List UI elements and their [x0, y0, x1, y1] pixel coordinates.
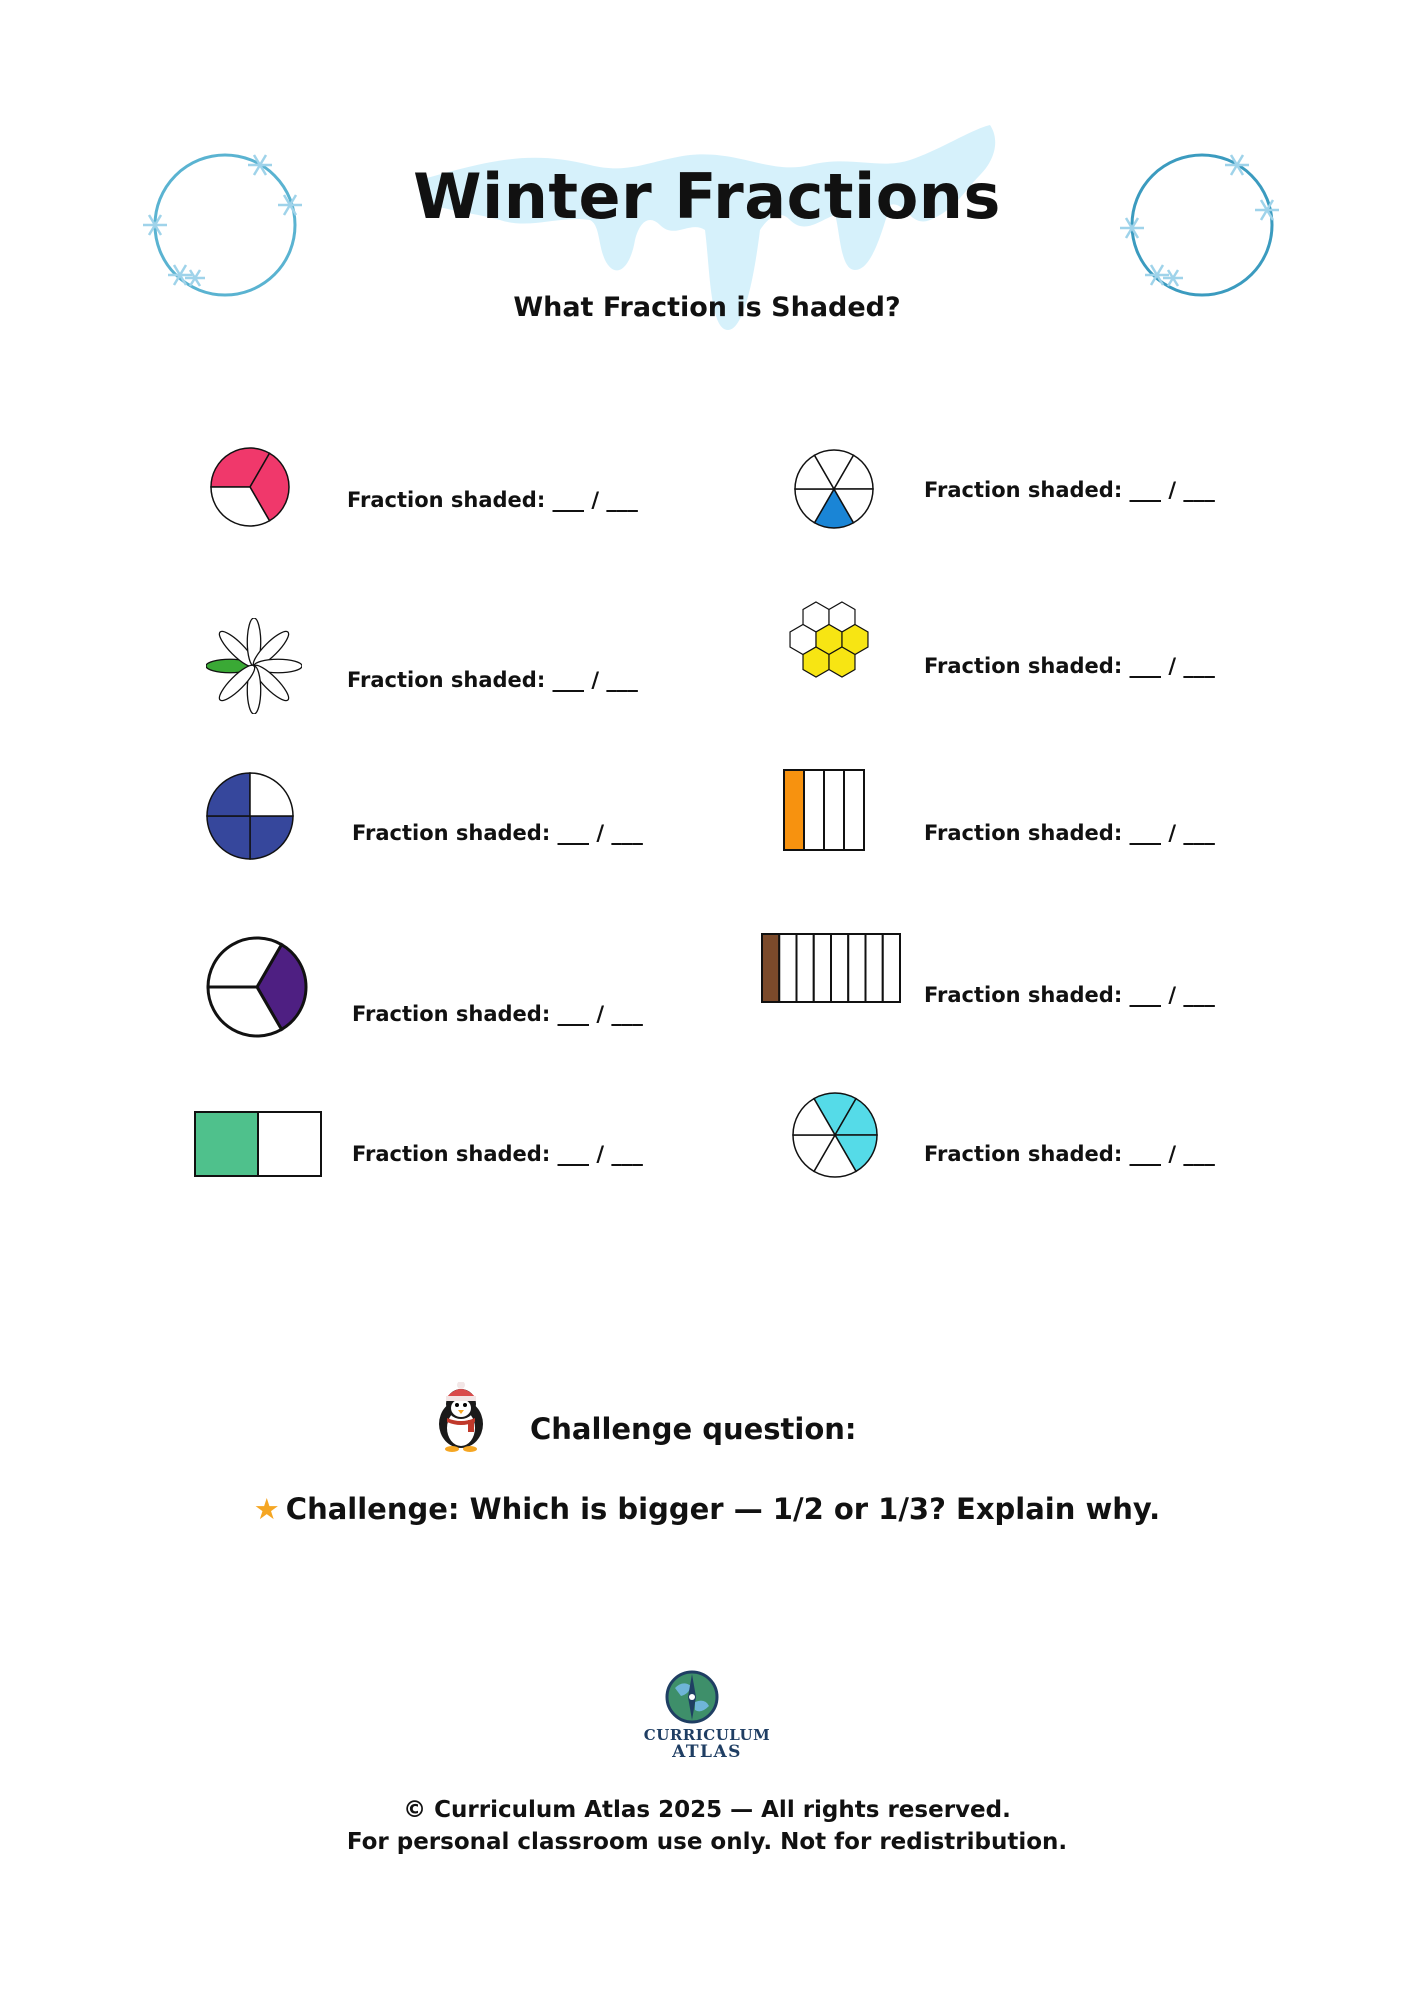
fraction-figure-flower [206, 618, 302, 714]
shaded-part [762, 934, 779, 1002]
shaded-part [784, 770, 804, 850]
fraction-figure-circle [204, 770, 296, 862]
unshaded-part [866, 934, 883, 1002]
fraction-figure-circle [208, 445, 292, 529]
logo-wordmark [0, 1728, 1414, 1762]
fraction-answer-label: Fraction shaded: ___ / ___ [924, 478, 1215, 502]
star-icon: ★ [253, 1492, 280, 1526]
fraction-answer-label: Fraction shaded: ___ / ___ [924, 821, 1215, 845]
shaded-sector [207, 773, 250, 816]
fraction-figure-circle [790, 1090, 880, 1180]
unshaded-part [848, 934, 865, 1002]
footer-notice: For personal classroom use only. Not for redistribution. [346, 1829, 1068, 1855]
fraction-answer-label: Fraction shaded: ___ / ___ [352, 1142, 643, 1166]
unshaded-part [779, 934, 796, 1002]
shaded-part [195, 1112, 258, 1176]
logo-line-1: CURRICULUM [643, 1726, 771, 1744]
unshaded-part [831, 934, 848, 1002]
unshaded-part [814, 934, 831, 1002]
unshaded-part [824, 770, 844, 850]
unshaded-part [258, 1112, 321, 1176]
fraction-answer-label: Fraction shaded: ___ / ___ [924, 1142, 1215, 1166]
fraction-figure-bar [760, 932, 902, 1004]
unshaded-part [804, 770, 824, 850]
fraction-figure-bar [193, 1110, 323, 1178]
fraction-answer-label: Fraction shaded: ___ / ___ [347, 668, 638, 692]
fraction-answer-label: Fraction shaded: ___ / ___ [352, 1002, 643, 1026]
fraction-answer-label: Fraction shaded: ___ / ___ [352, 821, 643, 845]
unshaded-part [797, 934, 814, 1002]
challenge-question-text: Challenge: Which is bigger — 1/2 or 1/3? Explain why. [285, 1492, 1161, 1526]
logo-line-2: ATLAS [672, 1741, 742, 1762]
fraction-figure-bar [782, 768, 866, 852]
fraction-answer-label: Fraction shaded: ___ / ___ [924, 654, 1215, 678]
shaded-sector [207, 816, 250, 859]
challenge-heading: Challenge question: [530, 1412, 857, 1446]
footer-copyright: © Curriculum Atlas 2025 — All rights reserved. [403, 1797, 1011, 1823]
unshaded-part [883, 934, 900, 1002]
fraction-figure-circle [205, 935, 309, 1039]
unshaded-sector [250, 773, 293, 816]
unshaded-part [844, 770, 864, 850]
fraction-figure-circle [792, 447, 876, 531]
page-title: Winter Fractions [413, 160, 1001, 233]
compass-globe-logo [665, 1670, 719, 1724]
fraction-answer-label: Fraction shaded: ___ / ___ [924, 983, 1215, 1007]
shaded-sector [250, 816, 293, 859]
fraction-answer-label: Fraction shaded: ___ / ___ [347, 488, 638, 512]
challenge-question [0, 1492, 1414, 1526]
penguin-icon [428, 1382, 494, 1452]
fraction-figure-hexagons [782, 600, 876, 696]
page-subtitle: What Fraction is Shaded? [513, 292, 901, 323]
